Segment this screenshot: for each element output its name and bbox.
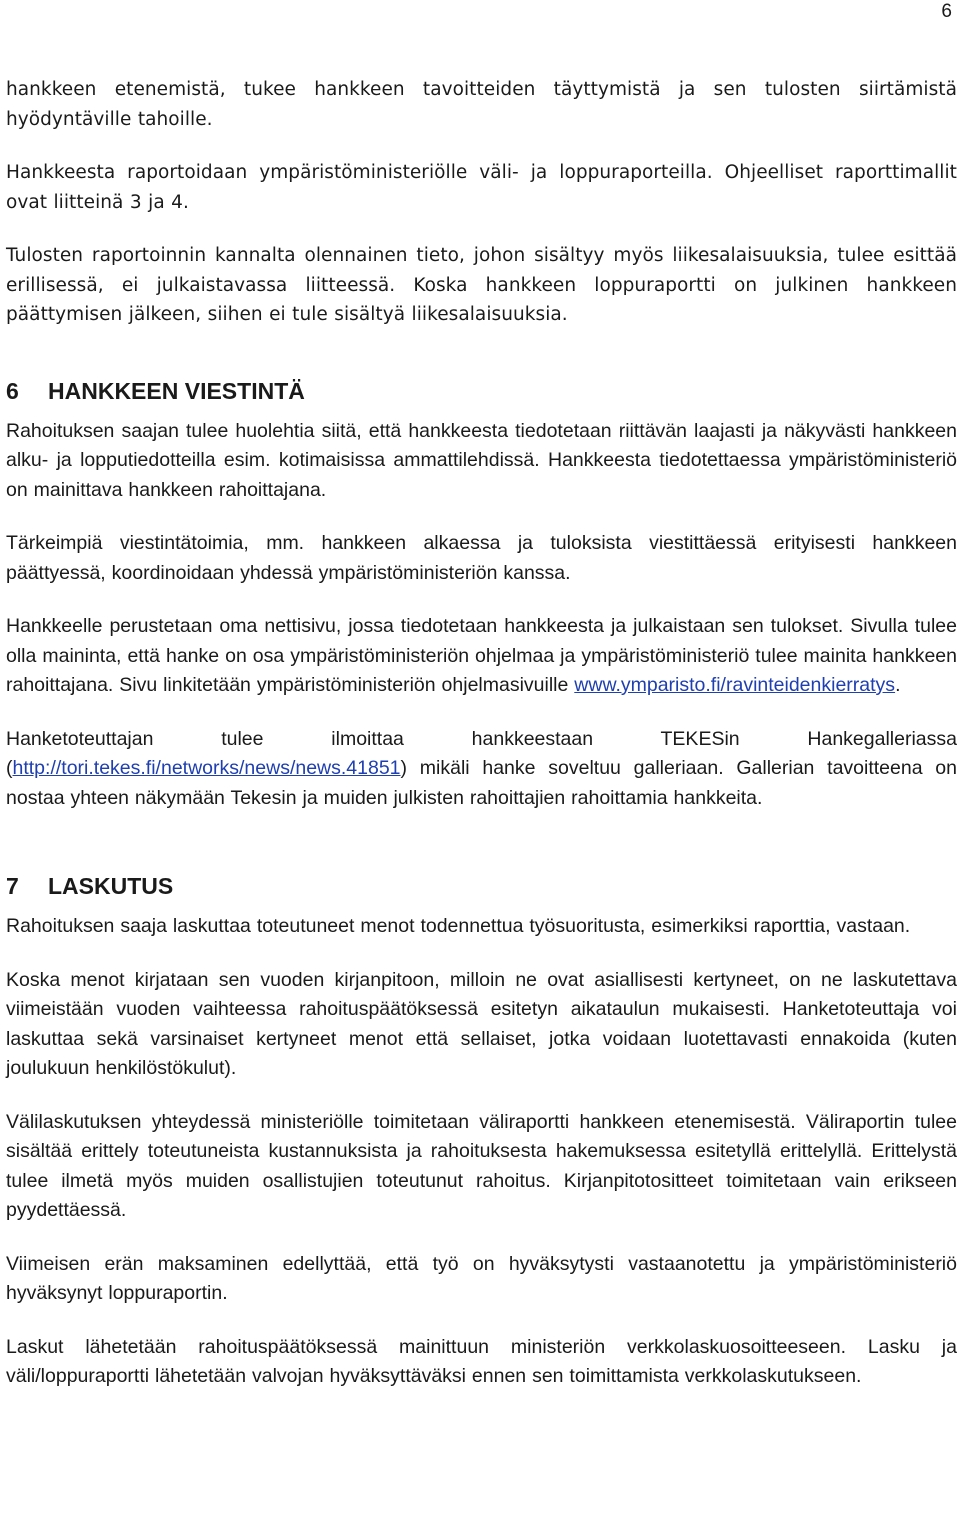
section-6-paragraph-4-line-1: Hanketoteuttajan tulee ilmoittaa hankkeestaan TEKESin Hankegalleriassa [6, 727, 957, 750]
paragraph-intro-1: hankkeen etenemistä, tukee hankkeen tavoitteiden täyttymistä ja sen tulosten siirtämistä hyödyntäville tahoille. [6, 79, 957, 130]
section-6-number: 6 [6, 377, 19, 404]
section-7-title: LASKUTUS [48, 873, 174, 899]
section-7-heading [6, 871, 957, 901]
section-7-paragraph-5: Laskut lähetetään rahoituspäätöksessä mainittuun ministeriön verkkolaskuosoitteeseen. Lasku ja väli/loppuraportti lähetetään valvojan hyväksyttäväksi ennen sen toimittamista verkkolaskutukseen. [6, 1335, 957, 1387]
paragraph-intro-3: Tulosten raportoinnin kannalta olennainen tieto, johon sisältyy myös liikesalaisuuksia, tulee esittää erillisessä, ei julkaistavassa liitteessä. Koska hankkeen loppuraportti on julkinen hankkeen päättymisen jälkeen, siihen ei tule sisältyä liikesalaisuuksia. [6, 245, 957, 325]
section-6-title: HANKKEEN VIESTINTÄ [48, 377, 305, 404]
page-number: 6 [941, 1, 952, 22]
section-7-paragraph-1: Rahoituksen saaja laskuttaa toteutuneet menot todennettua työsuoritusta, esimerkiksi raporttia, vastaan. [6, 915, 911, 937]
section-7-paragraph-2: Koska menot kirjataan sen vuoden kirjanpitoon, milloin ne ovat asiallisesti kertyneet, on ne laskutettava viimeistään vuoden vaihteessa rahoituspäätöksessä esitetyn aikataulun mukaisesti. Hanketoteuttaja voi laskuttaa sekä varsinaiset kertyneet menot että sellaiset, jotka voidaan luotettavasti ennakoida (kuten joulukuun henkilöstökulut). [6, 968, 957, 1079]
section-7-paragraph-3: Välilaskutuksen yhteydessä ministeriölle toimitetaan väliraportti hankkeen etenemisestä. Väliraportin tulee sisältää erittely toteutuneista kustannuksista ja rahoituksesta hakemuksessa esitetyllä erittelyllä. Erittelystä tulee ilmetä myös muiden osallistujien toteutunut rahoitus. Kirjanpitotositteet toimitetaan vain erikseen pyydettäessä. [6, 1110, 957, 1221]
section-6-paragraph-3-end: . [895, 674, 901, 696]
section-6-paragraph-3 [6, 612, 957, 701]
section-6-paragraph-4 [6, 725, 957, 814]
section-6-paragraph-4-open: ( [6, 757, 13, 779]
section-6-paragraph-1: Rahoituksen saajan tulee huolehtia siitä, että hankkeesta tiedotetaan riittävän laajasti ja näkyvästi hankkeen alku- ja lopputiedotteilla esim. kotimaisissa ammattilehdissä. Hankkeesta tiedotettaessa ympäristöministeriö on mainittava hankkeen rahoittajana. [6, 419, 957, 501]
paragraph-intro-2: Hankkeesta raportoidaan ympäristöministeriölle väli- ja loppuraporteilla. Ohjeelliset raporttimallit ovat liitteinä 3 ja 4. [6, 162, 957, 213]
section-6-heading [6, 376, 957, 406]
section-6-paragraph-3-text: Hankkeelle perustetaan oma nettisivu, jossa tiedotetaan hankkeesta ja julkaistaan sen tulokset. Sivulla tulee olla maininta, että hanke on osa ympäristöministeriön ohjelmaa ja ympäristöministeriö tulee mainita hankkeen rahoittajana. Sivu linkitetään ympäristöministeriön ohjelmasivuille [6, 615, 957, 696]
tekes-link[interactable]: http://tori.tekes.fi/networks/news/news.41851 [12, 757, 401, 779]
document-body [6, 75, 957, 1416]
section-7-paragraph-4: Viimeisen erän maksaminen edellyttää, että työ on hyväksytysti vastaanotettu ja ympäristöministeriö hyväksynyt loppuraportin. [6, 1252, 957, 1304]
section-6-paragraph-2: Tärkeimpiä viestintätoimia, mm. hankkeen alkaessa ja tuloksista viestittäessä erityisesti hankkeen päättyessä, koordinoidaan yhdessä ympäristöministeriön kanssa. [6, 532, 957, 584]
section-6-paragraph-4-rest: ) mikäli hanke soveltuu galleriaan. Gallerian tavoitteena on nostaa yhteen näkymään Tekesin ja muiden julkisten rahoittajien rahoittamia hankkeita. [6, 757, 957, 809]
section-7-number: 7 [6, 873, 19, 899]
ymparisto-link[interactable]: www.ymparisto.fi/ravinteidenkierratys [574, 674, 896, 696]
